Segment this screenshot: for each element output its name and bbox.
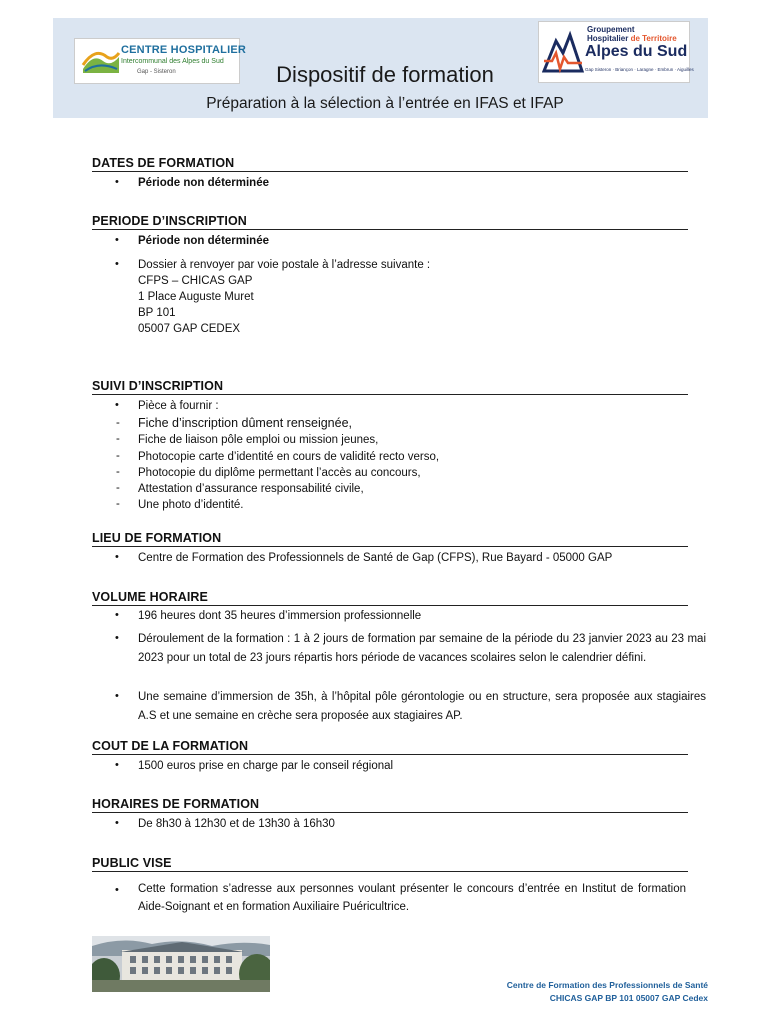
suivi-item: Pièce à fournir : <box>138 400 219 412</box>
logo-right-line3: Alpes du Sud <box>585 43 688 60</box>
piece-item: Une photo d’identité. <box>138 499 244 511</box>
volume-section <box>92 590 688 606</box>
footer-line2: CHICAS GAP BP 101 05007 GAP Cedex <box>549 993 708 1003</box>
piece-item: Photocopie carte d’identité en cours de validité recto verso, <box>138 451 440 463</box>
suivi-section <box>92 379 688 395</box>
lieu-heading: LIEU DE FORMATION <box>92 531 688 547</box>
inscription-item1: Période non déterminée <box>138 235 270 247</box>
dash-icon: - <box>116 417 120 429</box>
dates-item: Période non déterminée <box>138 177 270 189</box>
address-line: 05007 GAP CEDEX <box>138 323 241 335</box>
bullet-icon: • <box>115 817 119 829</box>
logo-right-line2-accent: de Territoire <box>630 34 677 43</box>
volume-heading: VOLUME HORAIRE <box>92 590 688 606</box>
bullet-icon: • <box>115 884 119 896</box>
bullet-icon: • <box>115 690 119 702</box>
dates-section <box>92 156 688 172</box>
horaires-item: De 8h30 à 12h30 et de 13h30 à 16h30 <box>138 818 335 830</box>
bullet-icon: • <box>115 759 119 771</box>
horaires-section <box>92 797 688 813</box>
logo-left-name: CENTRE HOSPITALIER <box>121 44 247 56</box>
dash-icon: - <box>116 433 120 445</box>
volume-item3: Une semaine d’immersion de 35h, à l’hôpital pôle gérontologie ou en structure, sera proposée aux stagiaires A.S et une semaine en crèche sera proposée aux stagiaires AP. <box>138 691 706 722</box>
bullet-icon: • <box>115 399 119 411</box>
address-line: CFPS – CHICAS GAP <box>138 275 253 287</box>
logo-left-sub: Intercommunal des Alpes du Sud <box>121 58 224 65</box>
bullet-icon: • <box>115 632 119 644</box>
logo-right-line4: Gap Sisteron · Briançon · Laragne · Embrun · Aiguilles <box>585 67 694 72</box>
dates-heading: DATES DE FORMATION <box>92 156 688 172</box>
dash-icon: - <box>116 498 120 510</box>
public-item: Cette formation s’adresse aux personnes voulant présenter le concours d’entrée en Institut de formation Aide-Soignant et en formation Auxiliaire Puéricultrice. <box>138 883 686 913</box>
cout-heading: COUT DE LA FORMATION <box>92 739 688 755</box>
dash-icon: - <box>116 466 120 478</box>
lieu-section <box>92 531 688 547</box>
volume-item2: Déroulement de la formation : 1 à 2 jours de formation par semaine de la période du 23 janvier 2023 au 23 mai 2023 pour un total de 23 jours répartis hors période de vacances scolaires selon le calendrier défini. <box>138 633 706 664</box>
bullet-icon: • <box>115 551 119 563</box>
logo-left-place: Gap - Sisteron <box>137 69 176 75</box>
piece-item: Fiche de liaison pôle emploi ou mission jeunes, <box>138 434 379 446</box>
inscription-item2: Dossier à renvoyer par voie postale à l’adresse suivante : <box>138 259 431 271</box>
suivi-heading: SUIVI D’INSCRIPTION <box>92 379 688 395</box>
piece-item: Attestation d’assurance responsabilité civile, <box>138 483 364 495</box>
address-line: BP 101 <box>138 307 176 319</box>
public-heading: PUBLIC VISE <box>92 856 688 872</box>
bullet-icon: • <box>115 176 119 188</box>
cout-section <box>92 739 688 755</box>
piece-item: Photocopie du diplôme permettant l’accès au concours, <box>138 467 421 479</box>
bullet-icon: • <box>115 234 119 246</box>
inscription-section <box>92 214 688 230</box>
dash-icon: - <box>116 482 120 494</box>
horaires-heading: HORAIRES DE FORMATION <box>92 797 688 813</box>
volume-item1: 196 heures dont 35 heures d’immersion professionnelle <box>138 610 422 622</box>
hospital-building-photo <box>92 936 270 992</box>
public-section <box>92 856 688 872</box>
address-line: 1 Place Auguste Muret <box>138 291 254 303</box>
footer-line1: Centre de Formation des Professionnels de Santé <box>506 980 708 990</box>
bullet-icon: • <box>115 258 119 270</box>
inscription-heading: PERIODE D’INSCRIPTION <box>92 214 688 230</box>
logo-right-line2: Hospitalier de Territoire <box>587 34 677 43</box>
piece-item: Fiche d’inscription dûment renseignée, <box>138 416 353 430</box>
logo-right-line1: Groupement <box>587 25 635 34</box>
cout-item: 1500 euros prise en charge par le conseil régional <box>138 760 394 772</box>
dash-icon: - <box>116 450 120 462</box>
page-subtitle: Préparation à la sélection à l’entrée en IFAS et IFAP <box>206 95 564 112</box>
page-title: Dispositif de formation <box>276 62 494 87</box>
lieu-item: Centre de Formation des Professionnels de Santé de Gap (CFPS), Rue Bayard - 05000 GAP <box>138 552 613 564</box>
bullet-icon: • <box>115 609 119 621</box>
